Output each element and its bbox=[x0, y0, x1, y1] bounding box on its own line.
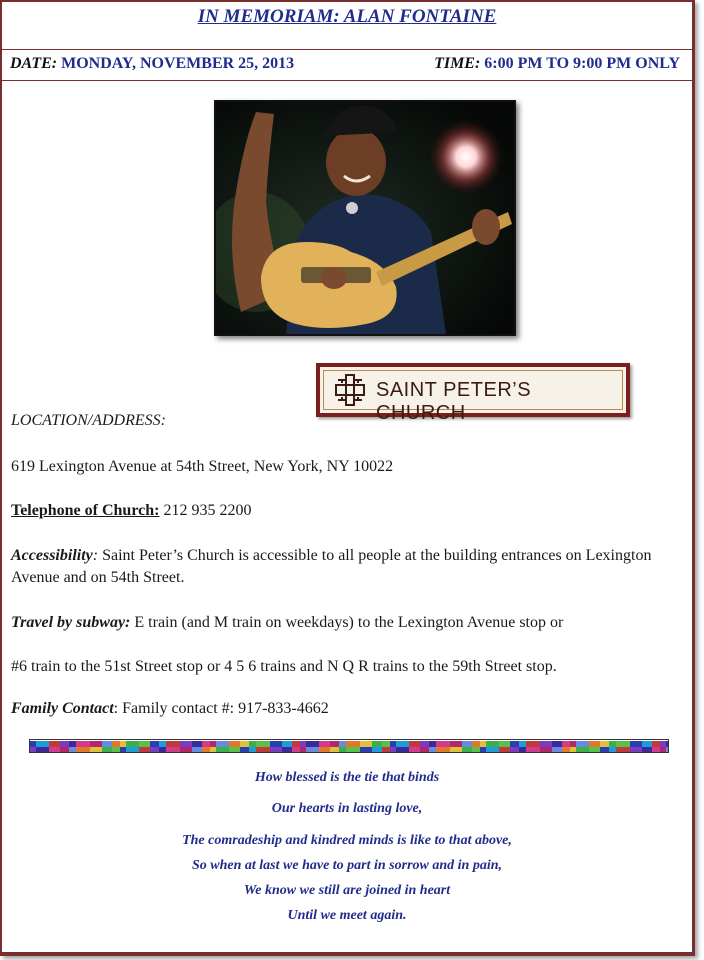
church-cross-icon bbox=[334, 373, 366, 412]
mosaic-tile bbox=[112, 747, 120, 753]
stained-glass-divider bbox=[29, 739, 669, 753]
mosaic-tile bbox=[589, 747, 600, 753]
time-info bbox=[434, 55, 680, 73]
mosaic-tile bbox=[666, 747, 668, 753]
accessibility-paragraph bbox=[11, 545, 686, 589]
mosaic-tile bbox=[126, 741, 139, 747]
church-logo-text: SAINT PETER’S CHURCH bbox=[376, 379, 532, 424]
mosaic-tile bbox=[372, 747, 382, 753]
mosaic-tile bbox=[450, 747, 462, 753]
mosaic-tile bbox=[480, 747, 486, 753]
mosaic-tile bbox=[319, 741, 330, 747]
mosaic-tile bbox=[600, 747, 609, 753]
mosaic-tile bbox=[390, 741, 396, 747]
poem-line-5: We know we still are joined in heart bbox=[243, 883, 451, 898]
mosaic-tile bbox=[346, 741, 360, 747]
subway-text-1: E train (and M train on weekdays) to the Lexington Avenue stop or bbox=[134, 614, 564, 631]
poem-line-2: Our hearts in lasting love, bbox=[271, 801, 423, 816]
telephone-line bbox=[11, 500, 686, 522]
mosaic-tile bbox=[499, 741, 510, 747]
mosaic-tile bbox=[150, 741, 159, 747]
mosaic-tile bbox=[292, 747, 300, 753]
mosaic-tile bbox=[249, 747, 256, 753]
mosaic-tile bbox=[36, 747, 49, 753]
mosaic-tile bbox=[159, 747, 166, 753]
date-divider bbox=[2, 80, 692, 81]
location-label: LOCATION/ADDRESS: bbox=[11, 412, 166, 429]
family-contact-line bbox=[11, 698, 686, 720]
mosaic-tile bbox=[240, 741, 249, 747]
mosaic-tile bbox=[472, 741, 480, 747]
mosaic-tile bbox=[420, 741, 429, 747]
mosaic-tile bbox=[609, 741, 616, 747]
mosaic-tile bbox=[210, 747, 216, 753]
mosaic-tile bbox=[526, 741, 540, 747]
mosaic-tile bbox=[396, 741, 409, 747]
flyer-title: IN MEMORIAM: ALAN FONTAINE bbox=[197, 6, 497, 27]
family-contact-label: Family Contact bbox=[11, 700, 114, 717]
mosaic-tile bbox=[270, 741, 282, 747]
accessibility-label: Accessibility bbox=[11, 547, 93, 564]
saint-peters-church-logo bbox=[316, 363, 630, 424]
mosaic-tile bbox=[69, 747, 76, 753]
mosaic-tile bbox=[102, 747, 112, 753]
mosaic-tile bbox=[660, 741, 666, 747]
poem-line-4: So when at last we have to part in sorrow and in pain, bbox=[191, 858, 503, 873]
mosaic-tile bbox=[210, 741, 216, 747]
mosaic-tile bbox=[90, 741, 102, 747]
mosaic-tile bbox=[472, 747, 480, 753]
mosaic-tile bbox=[159, 741, 166, 747]
mosaic-tile bbox=[76, 747, 90, 753]
mosaic-tile bbox=[652, 747, 660, 753]
poem-line-6: Until we meet again. bbox=[287, 908, 407, 923]
mosaic-tile bbox=[49, 741, 60, 747]
mosaic-tile bbox=[300, 747, 306, 753]
mosaic-tile bbox=[330, 747, 339, 753]
mosaic-tile bbox=[120, 741, 126, 747]
mosaic-tile bbox=[526, 747, 540, 753]
subway-label: Travel by subway: bbox=[11, 614, 131, 631]
date-value: MONDAY, NOVEMBER 25, 2013 bbox=[61, 55, 295, 72]
mosaic-tile bbox=[180, 747, 192, 753]
mosaic-tile bbox=[510, 747, 519, 753]
mosaic-tile bbox=[562, 741, 570, 747]
mosaic-tile bbox=[360, 747, 372, 753]
date-info bbox=[10, 55, 294, 72]
mosaic-tile bbox=[642, 741, 652, 747]
mosaic-tile bbox=[202, 741, 210, 747]
mosaic-tile bbox=[256, 747, 270, 753]
mosaic-tile bbox=[112, 741, 120, 747]
mosaic-tile bbox=[306, 741, 319, 747]
date-time-row bbox=[10, 55, 680, 73]
mosaic-tile bbox=[450, 741, 462, 747]
mosaic-tile bbox=[616, 747, 630, 753]
mosaic-tile bbox=[519, 747, 526, 753]
mosaic-tile bbox=[300, 741, 306, 747]
mosaic-tile bbox=[330, 741, 339, 747]
mosaic-tile bbox=[390, 747, 396, 753]
mosaic-tile bbox=[120, 747, 126, 753]
time-value: 6:00 PM TO 9:00 PM ONLY bbox=[484, 55, 680, 72]
date-label: DATE: bbox=[10, 55, 58, 72]
mosaic-tile bbox=[409, 741, 420, 747]
mosaic-tile bbox=[216, 741, 229, 747]
mosaic-tile bbox=[666, 741, 668, 747]
mosaic-tile bbox=[462, 741, 472, 747]
mosaic-tile bbox=[60, 747, 69, 753]
mosaic-tile bbox=[382, 741, 390, 747]
mosaic-tile bbox=[660, 747, 666, 753]
mosaic-tile bbox=[499, 747, 510, 753]
subway-line-1 bbox=[11, 612, 686, 634]
mosaic-tile bbox=[372, 741, 382, 747]
mosaic-tile bbox=[519, 741, 526, 747]
mosaic-tile bbox=[570, 741, 576, 747]
mosaic-tile bbox=[339, 741, 346, 747]
mosaic-tile bbox=[229, 747, 240, 753]
mosaic-tile bbox=[126, 747, 139, 753]
top-divider bbox=[2, 49, 692, 50]
mosaic-tile bbox=[652, 741, 660, 747]
mosaic-tile bbox=[630, 747, 642, 753]
poem-line-1: How blessed is the tie that binds bbox=[254, 770, 440, 785]
mosaic-tile bbox=[90, 747, 102, 753]
mosaic-tile bbox=[630, 741, 642, 747]
mosaic-tile bbox=[396, 747, 409, 753]
guitarist-photo bbox=[214, 100, 516, 336]
mosaic-tile bbox=[192, 747, 202, 753]
mosaic-tile bbox=[76, 741, 90, 747]
mosaic-tile bbox=[319, 747, 330, 753]
telephone-label: Telephone of Church: bbox=[11, 502, 160, 519]
mosaic-tile bbox=[139, 741, 150, 747]
mosaic-tile bbox=[382, 747, 390, 753]
mosaic-tile bbox=[202, 747, 210, 753]
telephone-value: 212 935 2200 bbox=[163, 502, 252, 519]
mosaic-tile bbox=[69, 741, 76, 747]
mosaic-tile bbox=[256, 741, 270, 747]
mosaic-tile bbox=[192, 741, 202, 747]
mosaic-tile bbox=[540, 747, 552, 753]
mosaic-tile bbox=[166, 741, 180, 747]
mosaic-tile bbox=[409, 747, 420, 753]
mosaic-tile bbox=[589, 741, 600, 747]
mosaic-tile bbox=[282, 747, 292, 753]
mosaic-tile bbox=[30, 747, 36, 753]
mosaic-tile bbox=[270, 747, 282, 753]
mosaic-tile bbox=[282, 741, 292, 747]
mosaic-tile bbox=[576, 741, 589, 747]
mosaic-tile bbox=[552, 741, 562, 747]
mosaic-tile bbox=[339, 747, 346, 753]
mosaic-tile bbox=[36, 741, 49, 747]
poem-line-3: The comradeship and kindred minds is like to that above, bbox=[182, 833, 512, 848]
mosaic-tile bbox=[360, 741, 372, 747]
mosaic-tile bbox=[420, 747, 429, 753]
time-label: TIME: bbox=[434, 55, 481, 72]
mosaic-tile bbox=[216, 747, 229, 753]
subway-text-2: #6 train to the 51st Street stop or 4 5 6 trains and N Q R trains to the 59th Street stop. bbox=[11, 658, 557, 675]
mosaic-tile bbox=[60, 741, 69, 747]
mosaic-tile bbox=[609, 747, 616, 753]
mosaic-tile bbox=[486, 747, 499, 753]
mosaic-tile bbox=[292, 741, 300, 747]
mosaic-tile bbox=[429, 747, 436, 753]
mosaic-tile bbox=[49, 747, 60, 753]
mosaic-tile bbox=[150, 747, 159, 753]
mosaic-tile bbox=[486, 741, 499, 747]
mosaic-tile bbox=[462, 747, 472, 753]
mosaic-tile bbox=[436, 741, 450, 747]
mosaic-tile bbox=[552, 747, 562, 753]
mosaic-tile bbox=[102, 741, 112, 747]
mosaic-tile bbox=[570, 747, 576, 753]
mosaic-tile bbox=[30, 741, 36, 747]
mosaic-tile bbox=[180, 741, 192, 747]
family-contact-text: : Family contact #: 917-833-4662 bbox=[113, 700, 329, 717]
mosaic-tile bbox=[306, 747, 319, 753]
mosaic-tile bbox=[436, 747, 450, 753]
address-text: 619 Lexington Avenue at 54th Street, New York, NY 10022 bbox=[11, 458, 394, 475]
mosaic-tile bbox=[616, 741, 630, 747]
mosaic-tile bbox=[642, 747, 652, 753]
mosaic-tile bbox=[429, 741, 436, 747]
accessibility-text: Saint Peter’s Church is accessible to all people at the building entrances on Lexington Avenue and on 54th Street. bbox=[11, 547, 652, 586]
mosaic-tile bbox=[249, 741, 256, 747]
mosaic-tile bbox=[166, 747, 180, 753]
mosaic-tile bbox=[240, 747, 249, 753]
mosaic-tile bbox=[510, 741, 519, 747]
mosaic-tile bbox=[480, 741, 486, 747]
mosaic-tile bbox=[576, 747, 589, 753]
mosaic-tile bbox=[600, 741, 609, 747]
mosaic-tile bbox=[139, 747, 150, 753]
mosaic-tile bbox=[562, 747, 570, 753]
mosaic-tile bbox=[540, 741, 552, 747]
accessibility-colon: : bbox=[92, 547, 99, 564]
mosaic-tile bbox=[346, 747, 360, 753]
mosaic-tile bbox=[229, 741, 240, 747]
